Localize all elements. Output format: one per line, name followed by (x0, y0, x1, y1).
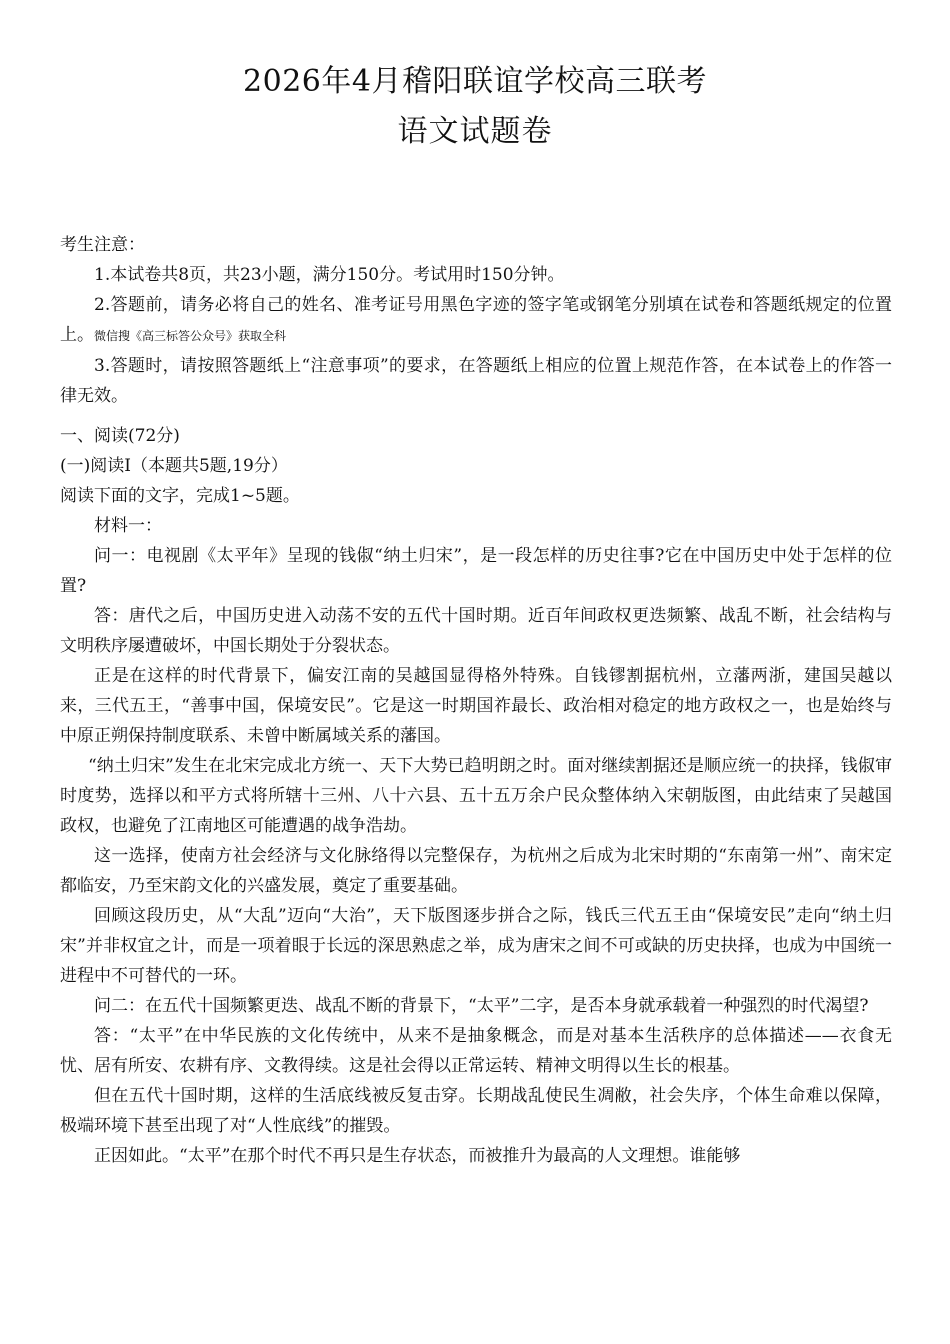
paragraph: 答：“太平”在中华民族的文化传统中，从来不是抽象概念，而是对基本生活秩序的总体描述——衣食无忧、居有所安、农耕有序、文教得续。这是社会得以正常运转、精神文明得以生长的根基。 (60, 1026, 892, 1076)
paragraph: 这一选择，使南方社会经济与文化脉络得以完整保存，为杭州之后成为北宋时期的“东南第一州”、南宋定都临安，乃至宋韵文化的兴盛发展，奠定了重要基础。 (60, 846, 892, 896)
paragraph: 但在五代十国时期，这样的生活底线被反复击穿。长期战乱使民生凋敝，社会失序，个体生命难以保障，极端环境下甚至出现了对“人性底线”的摧毁。 (60, 1086, 892, 1136)
exam-title: 2026年4月稽阳联谊学校高三联考 (243, 64, 707, 99)
notice-item-2-text: 2.答题前，请务必将自己的姓名、准考证号用黑色字迹的签字笔或钢笔分别填在试卷和答题纸规定的位置上。 (60, 295, 892, 345)
exam-body (60, 230, 892, 1171)
notice-item-2 (60, 290, 892, 351)
paragraph: 答：唐代之后，中国历史进入动荡不安的五代十国时期。近百年间政权更迭频繁、战乱不断，社会结构与文明秩序屡遭破坏，中国长期处于分裂状态。 (60, 606, 892, 656)
section-heading: 一、阅读(72分) (60, 426, 180, 446)
paragraph: 正是在这样的时代背景下，偏安江南的吴越国显得格外特殊。自钱镠割据杭州，立藩两浙，建国吴越以来，三代五王，“善事中国，保境安民”。它是这一时期国祚最长、政治相对稳定的地方政权之一，也是始终与中原正朔保持制度联系、未曾中断属域关系的藩国。 (60, 666, 892, 746)
notice-watermark-text: 微信搜《高三标答公众号》获取全科 (94, 329, 287, 343)
paragraph: 问一：电视剧《太平年》呈现的钱俶“纳土归宋”，是一段怎样的历史往事?它在中国历史中处于怎样的位置? (60, 546, 892, 596)
paragraph: 正因如此。“太平”在那个时代不再只是生存状态，而被推升为最高的人文理想。谁能够 (94, 1146, 741, 1166)
section-instruction: 阅读下面的文字，完成1~5题。 (60, 486, 300, 506)
notice-heading: 考生注意： (60, 235, 145, 255)
notice-item-3: 3.答题时，请按照答题纸上“注意事项”的要求，在答题纸上相应的位置上规范作答，在本试卷上的作答一律无效。 (60, 356, 892, 406)
exam-subtitle: 语文试题卷 (397, 114, 553, 149)
section-subheading: (一)阅读Ⅰ（本题共5题,19分） (60, 456, 288, 476)
material-label: 材料一： (94, 516, 162, 536)
notice-item-1: 1.本试卷共8页，共23小题，满分150分。考试用时150分钟。 (94, 265, 565, 285)
paragraph: “纳土归宋”发生在北宋完成北方统一、天下大势已趋明朗之时。面对继续割据还是顺应统一的抉择，钱俶审时度势，选择以和平方式将所辖十三州、八十六县、五十五万余户民众整体纳入宋朝版图，由此结束了吴越国政权，也避免了江南地区可能遭遇的战争浩劫。 (60, 756, 892, 836)
paragraph: 问二：在五代十国频繁更迭、战乱不断的背景下，“太平”二字，是否本身就承载着一种强烈的时代渴望? (94, 996, 869, 1016)
paragraph: 回顾这段历史，从“大乱”迈向“大治”，天下版图逐步拼合之际，钱氏三代五王由“保境安民”走向“纳土归宋”并非权宜之计，而是一项着眼于长远的深思熟虑之举，成为唐宋之间不可或缺的历史抉择，也成为中国统一进程中不可替代的一环。 (60, 906, 892, 986)
